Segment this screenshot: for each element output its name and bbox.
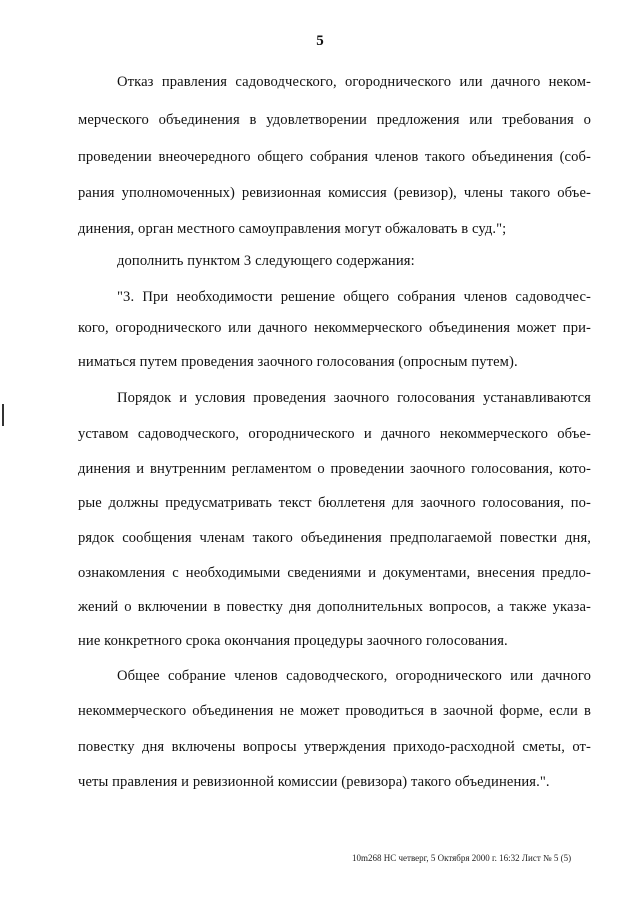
text-line: мерческого объединения в удовлетворении предложения или требования о <box>78 112 591 128</box>
text-line: повестку дня включены вопросы утверждения приходо-расходной сметы, от- <box>78 739 591 755</box>
text-line: ознакомления с необходимыми сведениями и документами, внесения предло- <box>78 565 591 581</box>
text-line: Общее собрание членов садоводческого, огороднического или дачного <box>117 668 591 684</box>
text-line: четы правления и ревизионной комиссии (ревизора) такого объединения.". <box>78 774 550 790</box>
page-footer: 10m268 НС четверг, 5 Октября 2000 г. 16:32 Лист № 5 (5) <box>352 853 572 863</box>
text-line: кого, огороднического или дачного некоммерческого объединения может при- <box>78 320 591 336</box>
page-number: 5 <box>316 33 324 49</box>
text-line: уставом садоводческого, огороднического и дачного некоммерческого объе- <box>78 426 591 442</box>
text-line: "3. При необходимости решение общего собрания членов садоводчес- <box>117 289 591 305</box>
text-line: рядок сообщения членам такого объединения предполагаемой повестки дня, <box>78 530 591 546</box>
text-line: дополнить пунктом 3 следующего содержания: <box>117 253 415 269</box>
text-line: Отказ правления садоводческого, огороднического или дачного неком- <box>117 74 591 90</box>
text-line: жений о включении в повестку дня дополнительных вопросов, а также указа- <box>78 599 591 615</box>
text-line: динения и внутренним регламентом о проведении заочного голосования, кото- <box>78 461 591 477</box>
text-line: рания уполномоченных) ревизионная комиссия (ревизор), члены такого объе- <box>78 185 591 201</box>
text-line: рые должны предусматривать текст бюллетеня для заочного голосования, по- <box>78 495 591 511</box>
text-line: Порядок и условия проведения заочного голосования устанавливаются <box>117 390 591 406</box>
text-line: проведении внеочередного общего собрания членов такого объединения (соб- <box>78 149 591 165</box>
margin-mark <box>2 404 4 426</box>
text-line: ние конкретного срока окончания процедуры заочного голосования. <box>78 633 508 649</box>
text-line: динения, орган местного самоуправления могут обжаловать в суд."; <box>78 221 507 237</box>
text-line: ниматься путем проведения заочного голосования (опросным путем). <box>78 354 518 370</box>
text-line: некоммерческого объединения не может проводиться в заочной форме, если в <box>78 703 591 719</box>
